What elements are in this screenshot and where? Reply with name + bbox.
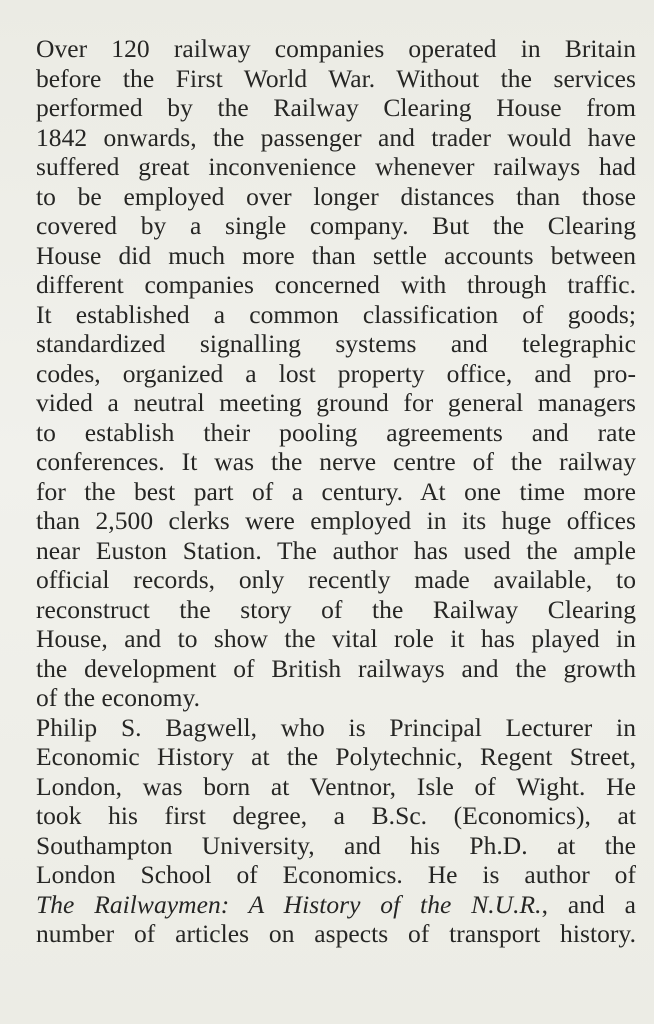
text-line: reconstruct the story of the Railway Clearing: [36, 594, 636, 624]
text-line: for the best part of a century. At one time more: [36, 476, 636, 506]
text-line: standardized signalling systems and telegraphic: [36, 329, 636, 358]
text-line: the development of British railways and the growth: [36, 653, 636, 683]
text-line: It established a common classification of goods;: [36, 299, 636, 329]
text-line: House did much more than settle accounts between: [36, 240, 636, 270]
text-line: codes, organized a lost property office, and pro-: [36, 358, 636, 388]
text-line: performed by the Railway Clearing House from: [36, 93, 636, 122]
text-line: number of articles on aspects of transport history.: [36, 919, 636, 948]
text-line: 1842 onwards, the passenger and trader would have: [36, 122, 636, 152]
text-line: to be employed over longer distances than those: [36, 181, 636, 211]
paragraph-about-author: [36, 713, 636, 949]
text-line: official records, only recently made available, to: [36, 565, 636, 594]
text-line: London School of Economics. He is author of: [36, 860, 636, 889]
text-line: covered by a single company. But the Clearing: [36, 211, 636, 240]
text-line: Economic History at the Polytechnic, Regent Street,: [36, 742, 636, 771]
book-title-suffix: , and a: [541, 889, 636, 919]
text-line: than 2,500 clerks were employed in its huge offices: [36, 506, 636, 535]
text-line: House, and to show the vital role it has played in: [36, 624, 636, 653]
text-line: vided a neutral meeting ground for general managers: [36, 388, 636, 417]
text-line: conferences. It was the nerve centre of the railway: [36, 447, 636, 476]
text-line: took his first degree, a B.Sc. (Economics), at: [36, 801, 636, 830]
text-line: to establish their pooling agreements and rate: [36, 417, 636, 447]
paragraph-about-clearing-house: [36, 34, 636, 713]
text-line: Over 120 railway companies operated in Britain: [36, 34, 636, 63]
text-line-with-book-title: [36, 890, 636, 920]
book-title: The Railwaymen: A History of the N.U.R.: [36, 889, 542, 919]
text-line: London, was born at Ventnor, Isle of Wight. He: [36, 771, 636, 801]
text-line: Philip S. Bagwell, who is Principal Lecturer in: [36, 712, 636, 742]
text-line: different companies concerned with through traffic.: [36, 270, 636, 299]
text-line: suffered great inconvenience whenever railways had: [36, 152, 636, 181]
text-line: Southampton University, and his Ph.D. at the: [36, 830, 636, 860]
text-line: of the economy.: [36, 683, 201, 712]
text-line: before the First World War. Without the services: [36, 63, 636, 93]
text-line: near Euston Station. The author has used the ample: [36, 535, 636, 565]
